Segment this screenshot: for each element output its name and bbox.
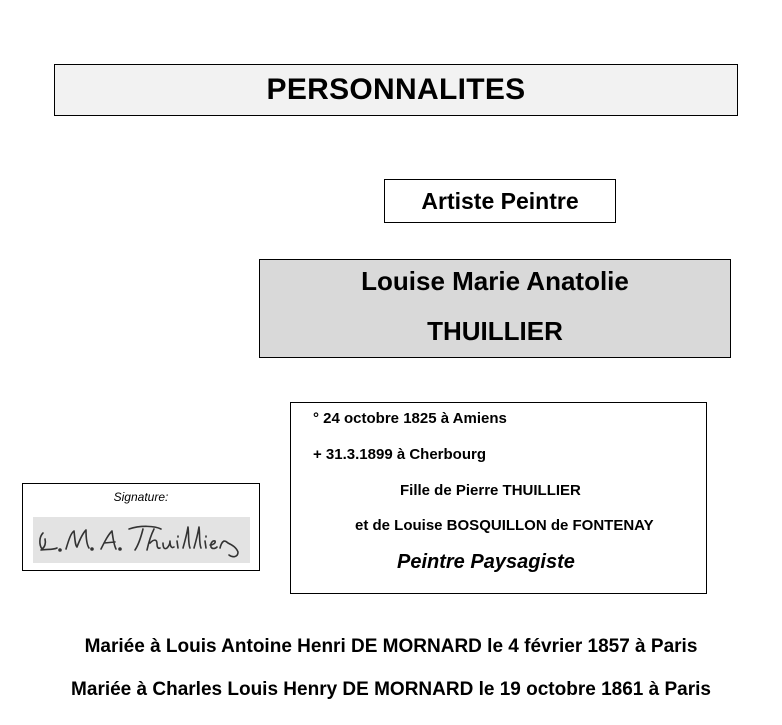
marriage-line-1: Mariée à Louis Antoine Henri DE MORNARD le 4 février 1857 à Paris <box>84 636 698 657</box>
birth-line: ° 24 octobre 1825 à Amiens <box>313 410 507 427</box>
person-name-box <box>259 259 731 358</box>
page-title <box>54 64 738 116</box>
father-line: Fille de Pierre THUILLIER <box>400 482 581 499</box>
signature-label: Signature: <box>113 490 169 504</box>
person-given-names: Louise Marie Anatolie <box>361 266 629 296</box>
person-surname: THUILLIER <box>427 316 563 346</box>
role-badge <box>384 179 616 223</box>
page-title-text: PERSONNALITES <box>266 73 526 106</box>
marriage-line-2: Mariée à Charles Louis Henry DE MORNARD le 19 octobre 1861 à Paris <box>71 679 711 700</box>
signature-image <box>33 517 250 563</box>
occupation-line: Peintre Paysagiste <box>397 551 575 573</box>
role-label: Artiste Peintre <box>421 187 579 214</box>
biography-box <box>290 402 707 594</box>
death-line: + 31.3.1899 à Cherbourg <box>313 446 486 463</box>
signature-box <box>22 483 260 571</box>
mother-line: et de Louise BOSQUILLON de FONTENAY <box>355 517 654 534</box>
signature-handwriting <box>33 517 250 563</box>
